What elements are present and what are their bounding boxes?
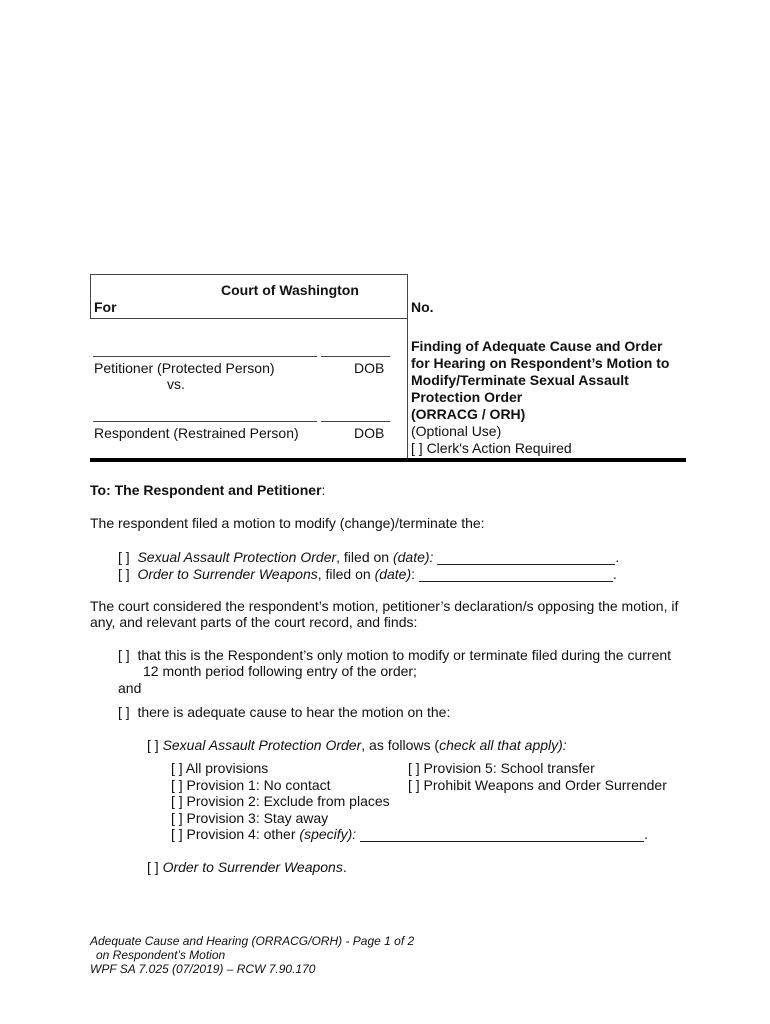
caption-center-rule <box>407 274 408 460</box>
case-number-label: No. <box>411 299 434 315</box>
doc-title-line-2: for Hearing on Respondent’s Motion to <box>411 355 670 371</box>
motion-sapo-end: . <box>615 549 620 565</box>
motion-sapo-checkbox[interactable]: [ ] <box>118 549 130 565</box>
optional-use-label: (Optional Use) <box>411 423 502 439</box>
court-title: Court of Washington <box>221 282 359 298</box>
motion-sapo-title: Sexual Assault Protection Order <box>137 549 337 565</box>
motion-surrender-title: Order to Surrender Weapons <box>137 566 318 582</box>
provision-4-end: . <box>644 826 648 842</box>
for-label: For <box>94 299 117 315</box>
surrender-weapons-end: . <box>342 859 347 875</box>
respondent-dob-field[interactable] <box>321 421 390 422</box>
motion-sapo-filed: , filed on <box>336 549 393 565</box>
caption-left-rule <box>90 274 91 318</box>
provision-1[interactable]: [ ] Provision 1: No contact <box>171 777 331 793</box>
motion-surrender-end: . <box>612 566 617 582</box>
sapo-provisions-checkbox[interactable]: [ ] <box>147 737 159 753</box>
motion-sapo-date-field[interactable] <box>437 550 615 565</box>
footer-line-2: on Respondent’s Motion <box>96 948 226 962</box>
motion-surrender-date-field[interactable] <box>419 567 613 582</box>
provision-4[interactable] <box>171 826 648 842</box>
finding-only-motion <box>118 647 671 663</box>
respondent-label: Respondent (Restrained Person) <box>94 425 299 441</box>
motion-surrender-checkbox[interactable]: [ ] <box>118 566 130 582</box>
surrender-weapons-title: Order to Surrender Weapons <box>162 859 343 875</box>
provision-4-field[interactable] <box>360 827 644 842</box>
considered-line-2: any, and relevant parts of the court record, and finds: <box>90 614 418 630</box>
finding-adequate-cause <box>118 704 450 720</box>
provision-2[interactable]: [ ] Provision 2: Exclude from places <box>171 793 390 809</box>
respondent-dob-label: DOB <box>354 425 385 441</box>
motion-surrender-filed: , filed on <box>317 566 375 582</box>
petitioner-label: Petitioner (Protected Person) <box>94 360 275 376</box>
provision-all[interactable]: [ ] All provisions <box>171 760 269 776</box>
motion-sapo-date-label: (date): <box>392 549 434 565</box>
provision-4-prefix: [ ] Provision 4: other <box>171 826 300 842</box>
motion-surrender-colon: : <box>411 566 416 582</box>
respondent-name-field[interactable] <box>93 421 317 422</box>
provision-weapons[interactable]: [ ] Prohibit Weapons and Order Surrender <box>408 777 667 793</box>
sapo-check-all: check all that apply): <box>439 737 567 753</box>
finding-only-motion-checkbox[interactable]: [ ] <box>118 647 130 663</box>
caption-mid-rule <box>90 318 408 319</box>
doc-title-line-4: Protection Order <box>411 389 523 405</box>
petitioner-name-field[interactable] <box>93 356 317 357</box>
to-line-text: To: The Respondent and Petitioner <box>90 482 322 498</box>
finding-adequate-cause-checkbox[interactable]: [ ] <box>118 704 130 720</box>
doc-title-line-1: Finding of Adequate Cause and Order <box>411 338 663 354</box>
vs-label: vs. <box>167 376 185 392</box>
doc-title-line-5: (ORRACG / ORH) <box>411 406 526 422</box>
surrender-weapons-checkbox[interactable]: [ ] <box>147 859 159 875</box>
considered-line-1: The court considered the respondent’s motion, petitioner’s declaration/s opposing the motion, if <box>90 598 679 614</box>
caption-top-rule <box>90 274 408 275</box>
finding-only-motion-line-2: 12 month period following entry of the order; <box>143 663 417 679</box>
and-label: and <box>118 680 142 696</box>
doc-title-line-3: Modify/Terminate Sexual Assault <box>411 372 629 388</box>
sapo-follows: , as follows ( <box>361 737 440 753</box>
footer-line-3: WPF SA 7.025 (07/2019) – RCW 7.90.170 <box>90 962 316 976</box>
motion-surrender-date-label: (date) <box>374 566 412 582</box>
clerk-action-checkbox[interactable]: [ ] <box>411 440 423 456</box>
provision-3[interactable]: [ ] Provision 3: Stay away <box>171 810 329 826</box>
motion-item-surrender <box>118 566 617 582</box>
sapo-provisions-title: Sexual Assault Protection Order <box>162 737 362 753</box>
sapo-provisions-heading <box>147 737 567 753</box>
petitioner-dob-label: DOB <box>354 360 385 376</box>
to-line-colon: : <box>321 482 326 498</box>
clerk-action-row <box>411 440 572 456</box>
to-line <box>90 482 325 498</box>
footer-line-1: Adequate Cause and Hearing (ORRACG/ORH) - Page 1 of 2 <box>90 934 415 948</box>
finding-adequate-cause-text: there is adequate cause to hear the motion on the: <box>137 704 451 720</box>
surrender-weapons-option <box>147 859 347 875</box>
clerk-action-label: Clerk's Action Required <box>426 440 572 456</box>
caption-divider <box>90 458 686 462</box>
provision-5[interactable]: [ ] Provision 5: School transfer <box>408 760 595 776</box>
motion-intro: The respondent filed a motion to modify (change)/terminate the: <box>90 515 485 531</box>
motion-item-sapo <box>118 549 619 565</box>
provision-4-specify: (specify): <box>299 826 357 842</box>
petitioner-dob-field[interactable] <box>321 356 390 357</box>
finding-only-motion-text: that this is the Respondent’s only motion to modify or terminate filed during the current <box>137 647 672 663</box>
